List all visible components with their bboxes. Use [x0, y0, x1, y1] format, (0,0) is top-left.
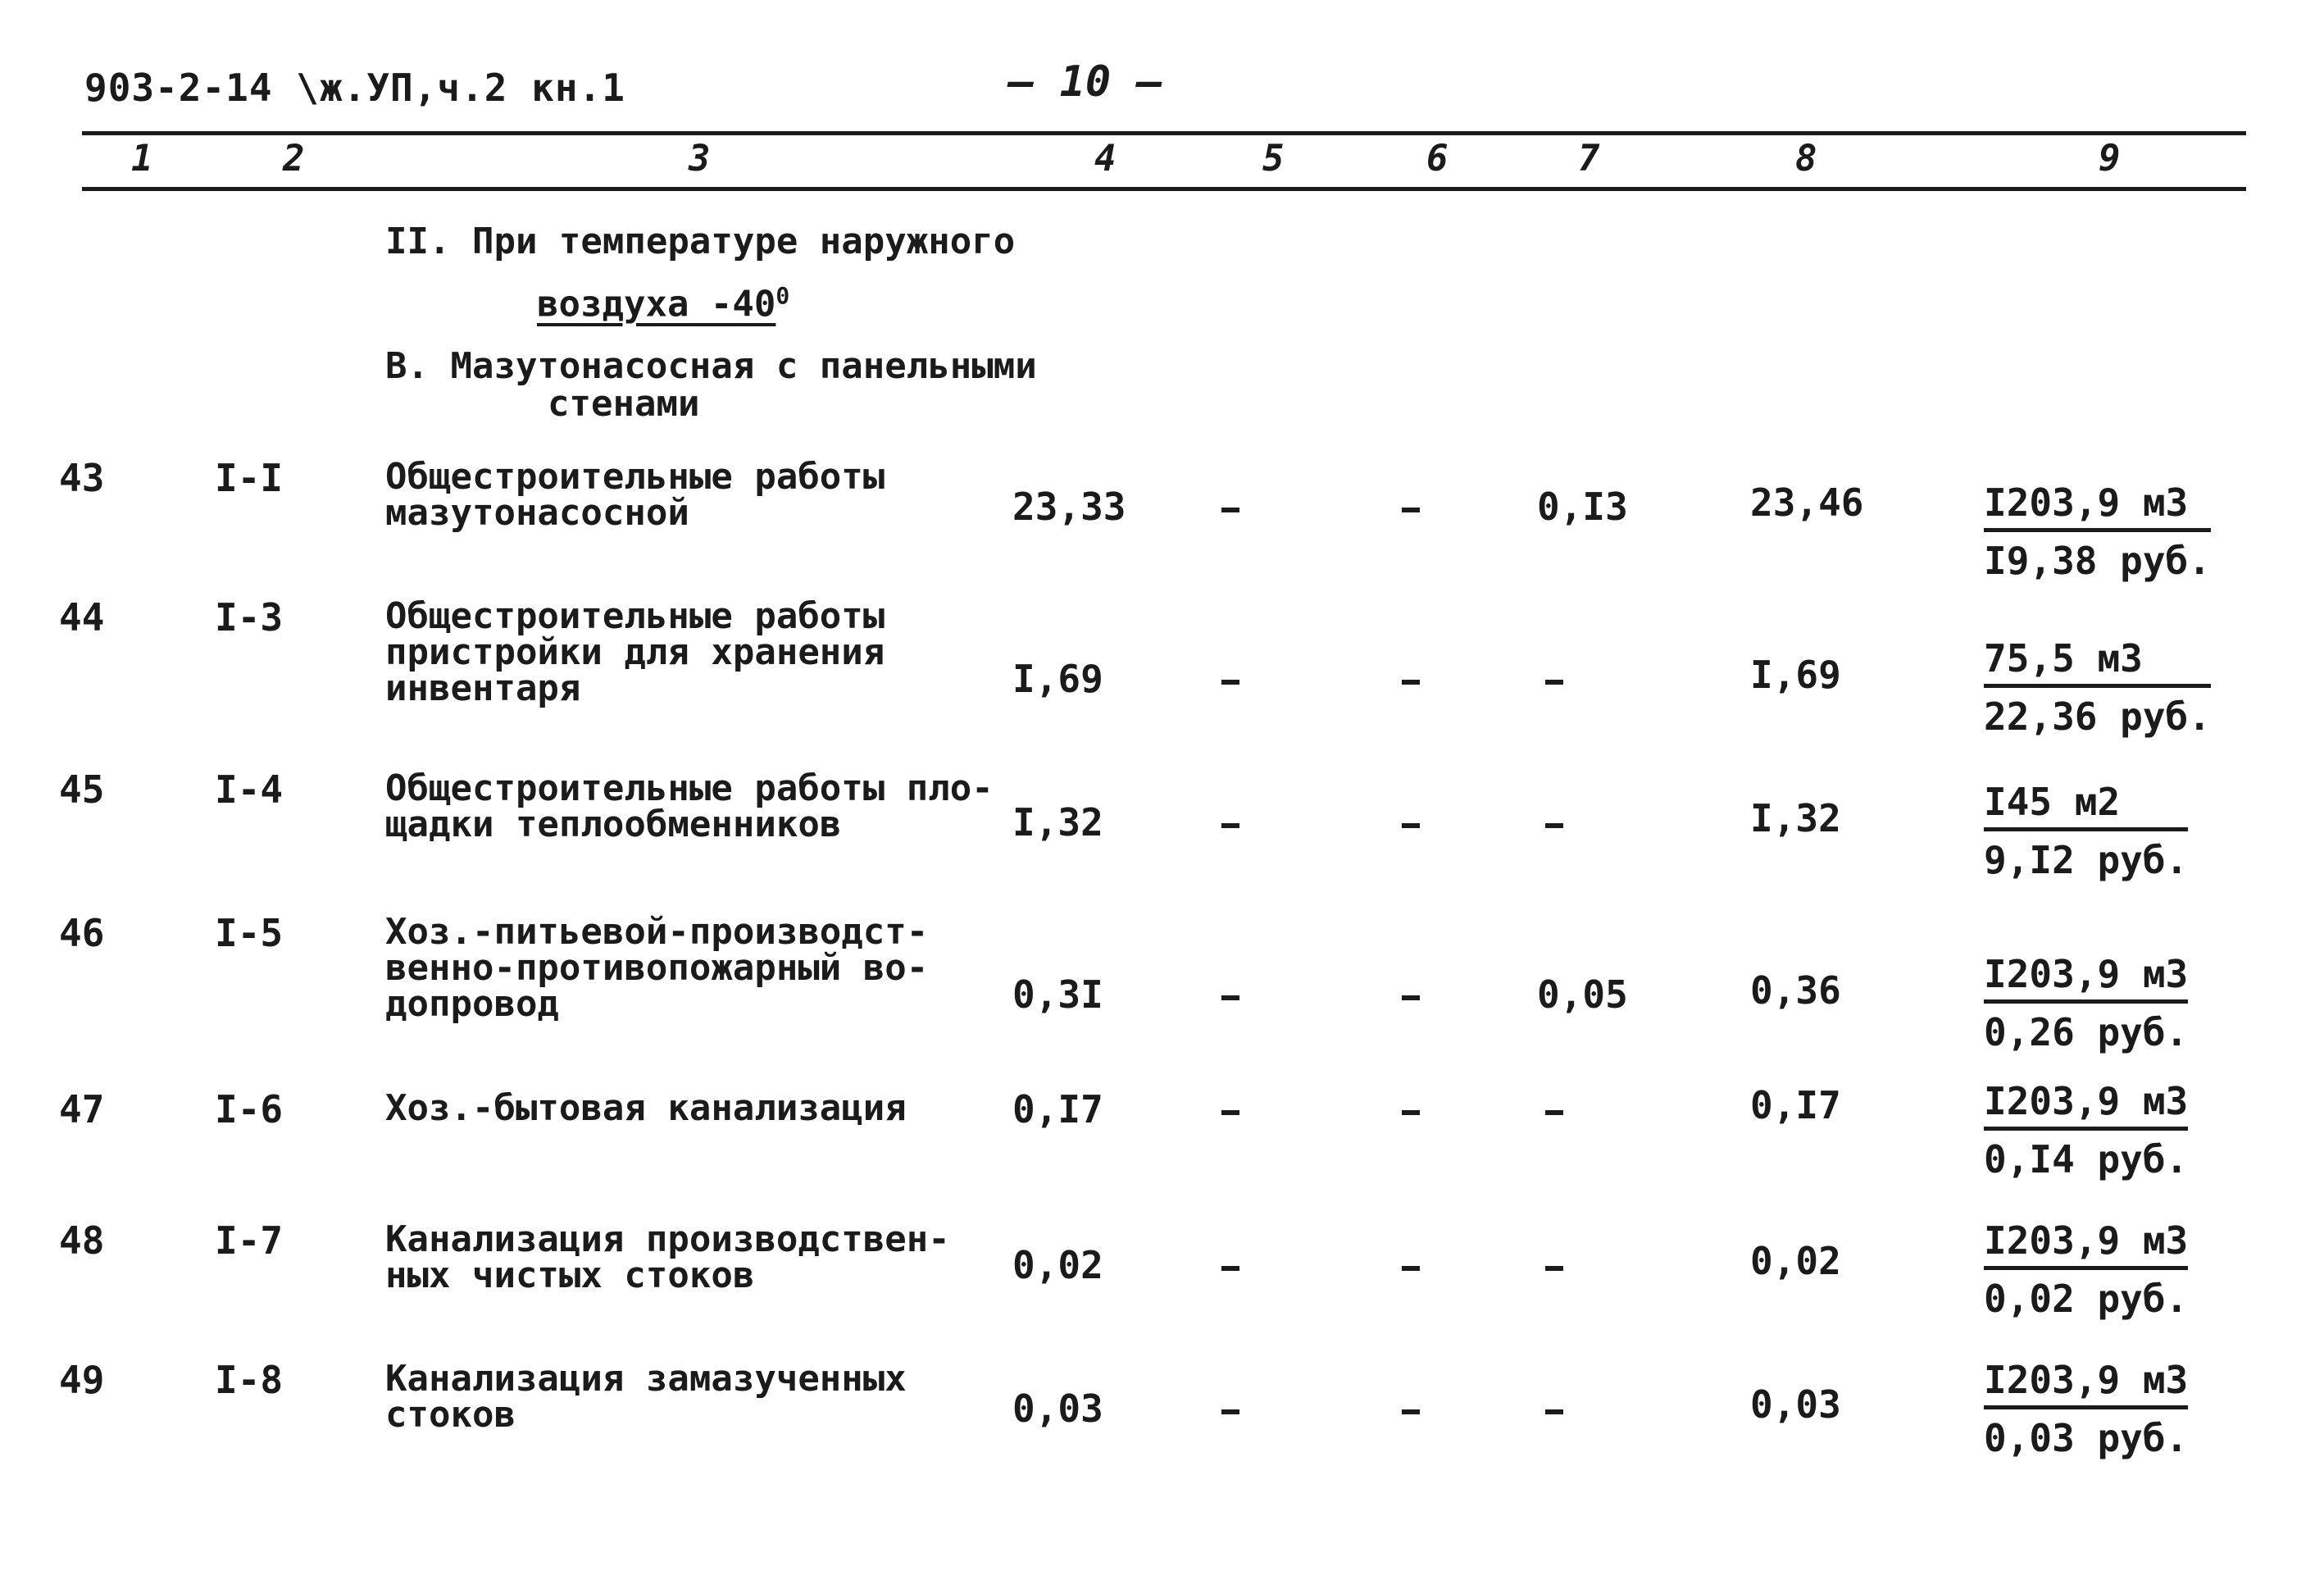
row-col6-value [1402, 663, 1407, 672]
row-description: Общестроительные работы пристройки для хранения инвентаря [385, 595, 885, 709]
row-col9-volume: I45 м2 [1984, 783, 2188, 831]
row-col8-value: 23,46 [1750, 480, 1864, 525]
section-heading-line1: II. При температуре наружного [385, 221, 1016, 262]
row-col9-fraction [1984, 480, 2211, 583]
row-col6-value-dash [1402, 508, 1420, 512]
column-header-2: 2 [283, 138, 305, 180]
row-col7-value-dash [1545, 1110, 1563, 1115]
row-col4-value: 0,03 [1012, 1386, 1103, 1431]
row-col7-value [1545, 807, 1550, 816]
row-col5-value-dash [1221, 1110, 1239, 1115]
row-col6-value [1402, 1250, 1407, 1259]
row-col6-value-dash [1402, 1110, 1420, 1115]
row-col5-value-dash [1221, 1409, 1239, 1414]
column-header-1: 1 [131, 138, 153, 180]
row-col9-fraction [1984, 1079, 2189, 1182]
row-col4-value: I,69 [1012, 657, 1103, 701]
row-col6-value-dash [1402, 995, 1420, 1000]
row-code: I-4 [215, 767, 284, 812]
row-col9-fraction [1984, 1218, 2189, 1321]
row-col7-value-dash [1545, 823, 1563, 828]
row-col6-value [1402, 1094, 1407, 1103]
row-col4-value: 0,02 [1012, 1243, 1103, 1287]
header-rule-bottom [82, 187, 2246, 191]
row-col5-value [1221, 663, 1226, 672]
row-description: Общестроительные работы мазутонасосной [385, 456, 885, 534]
row-col9-unit-cost: 9,I2 руб. [1984, 838, 2189, 882]
row-col8-value: I,69 [1750, 653, 1841, 697]
row-col9-fraction [1984, 952, 2189, 1054]
page-number: — 10 — [1008, 57, 1162, 107]
row-col6-value [1402, 1393, 1407, 1402]
row-description: Канализация производствен- ных чистых стоков [385, 1218, 950, 1296]
row-col5-value [1221, 1250, 1226, 1259]
row-col4-value: I,32 [1012, 800, 1103, 845]
row-col9-unit-cost: 0,26 руб. [1984, 1010, 2189, 1054]
row-col5-value-dash [1221, 680, 1239, 685]
column-header-8: 8 [1795, 138, 1817, 180]
row-col4-value: 23,33 [1012, 485, 1126, 529]
row-col9-volume: I203,9 м3 [1984, 484, 2211, 532]
row-col5-value [1221, 491, 1226, 500]
row-description: Хоз.-бытовая канализация [385, 1087, 907, 1129]
row-col5-value-dash [1221, 995, 1239, 1000]
row-description: Общестроительные работы пло- щадки теплообменников [385, 767, 994, 845]
row-col9-fraction [1984, 780, 2189, 882]
row-col7-value-dash [1545, 1409, 1563, 1414]
row-col6-value-dash [1402, 680, 1420, 685]
row-col7-value [1545, 1250, 1550, 1259]
row-col9-volume: 75,5 м3 [1984, 640, 2211, 688]
row-code: I-6 [215, 1087, 284, 1131]
row-col6-value-dash [1402, 1409, 1420, 1414]
row-number: 45 [59, 767, 105, 812]
section-heading-line2: воздуха -40 [537, 283, 776, 326]
row-number: 43 [59, 456, 105, 500]
row-code: I-5 [215, 911, 284, 955]
row-col6-value [1402, 979, 1407, 988]
row-col5-value [1221, 1094, 1226, 1103]
subsection-heading-line1: В. Мазутонасосная с панельными [385, 345, 1037, 387]
row-col7-value: 0,05 [1537, 972, 1628, 1017]
row-col8-value: 0,02 [1750, 1239, 1841, 1283]
section-heading-degree: 0 [775, 282, 790, 309]
row-col9-unit-cost: 0,03 руб. [1984, 1416, 2189, 1460]
column-header-4: 4 [1094, 138, 1117, 180]
row-col9-volume: I203,9 м3 [1984, 955, 2188, 1004]
row-col6-value-dash [1402, 1266, 1420, 1271]
subsection-heading-line2: стенами [548, 383, 700, 425]
row-col6-value [1402, 807, 1407, 816]
row-description: Канализация замазученных стоков [385, 1358, 907, 1436]
row-code: I-3 [215, 595, 284, 640]
row-col6-value [1402, 491, 1407, 500]
row-number: 48 [59, 1218, 105, 1263]
row-col5-value [1221, 979, 1226, 988]
row-col5-value-dash [1221, 823, 1239, 828]
row-col8-value: 0,I7 [1750, 1083, 1841, 1127]
row-col7-value-dash [1545, 1266, 1563, 1271]
header-rule-top [82, 131, 2246, 135]
row-col5-value-dash [1221, 1266, 1239, 1271]
row-col7-value [1545, 1393, 1550, 1402]
section-heading-line2-wrap [537, 277, 789, 324]
row-col7-value-dash [1545, 680, 1563, 685]
row-col9-fraction [1984, 636, 2211, 739]
row-code: I-8 [215, 1358, 284, 1402]
column-header-3: 3 [689, 138, 711, 180]
row-col5-value [1221, 1393, 1226, 1402]
row-col8-value: I,32 [1750, 796, 1841, 840]
row-col9-unit-cost: I9,38 руб. [1984, 539, 2211, 583]
row-col9-volume: I203,9 м3 [1984, 1082, 2188, 1131]
row-col7-value [1545, 663, 1550, 672]
row-number: 46 [59, 911, 105, 955]
row-col9-volume: I203,9 м3 [1984, 1361, 2188, 1409]
row-col7-value [1545, 1094, 1550, 1103]
row-description: Хоз.-питьевой-производст- венно-противопожарный во- допровод [385, 911, 929, 1025]
column-header-9: 9 [2099, 138, 2121, 180]
row-col6-value-dash [1402, 823, 1420, 828]
column-header-7: 7 [1578, 138, 1600, 180]
row-col9-unit-cost: 0,I4 руб. [1984, 1137, 2189, 1182]
row-col9-unit-cost: 0,02 руб. [1984, 1277, 2189, 1321]
row-col8-value: 0,03 [1750, 1382, 1841, 1427]
row-col9-fraction [1984, 1358, 2189, 1460]
column-header-6: 6 [1426, 138, 1449, 180]
row-col4-value: 0,I7 [1012, 1087, 1103, 1131]
row-col9-unit-cost: 22,36 руб. [1984, 694, 2211, 739]
row-col4-value: 0,3I [1012, 972, 1103, 1017]
row-col9-volume: I203,9 м3 [1984, 1222, 2188, 1270]
row-number: 47 [59, 1087, 105, 1131]
row-col5-value [1221, 807, 1226, 816]
row-code: I-7 [215, 1218, 284, 1263]
row-col7-value: 0,I3 [1537, 485, 1628, 529]
row-code: I-I [215, 456, 284, 500]
column-header-5: 5 [1262, 138, 1285, 180]
document-code: 903-2-14 \ж.УП,ч.2 кн.1 [84, 66, 625, 110]
row-number: 44 [59, 595, 105, 640]
row-col8-value: 0,36 [1750, 968, 1841, 1013]
row-number: 49 [59, 1358, 105, 1402]
section-heading [385, 223, 1015, 261]
row-col5-value-dash [1221, 508, 1239, 512]
